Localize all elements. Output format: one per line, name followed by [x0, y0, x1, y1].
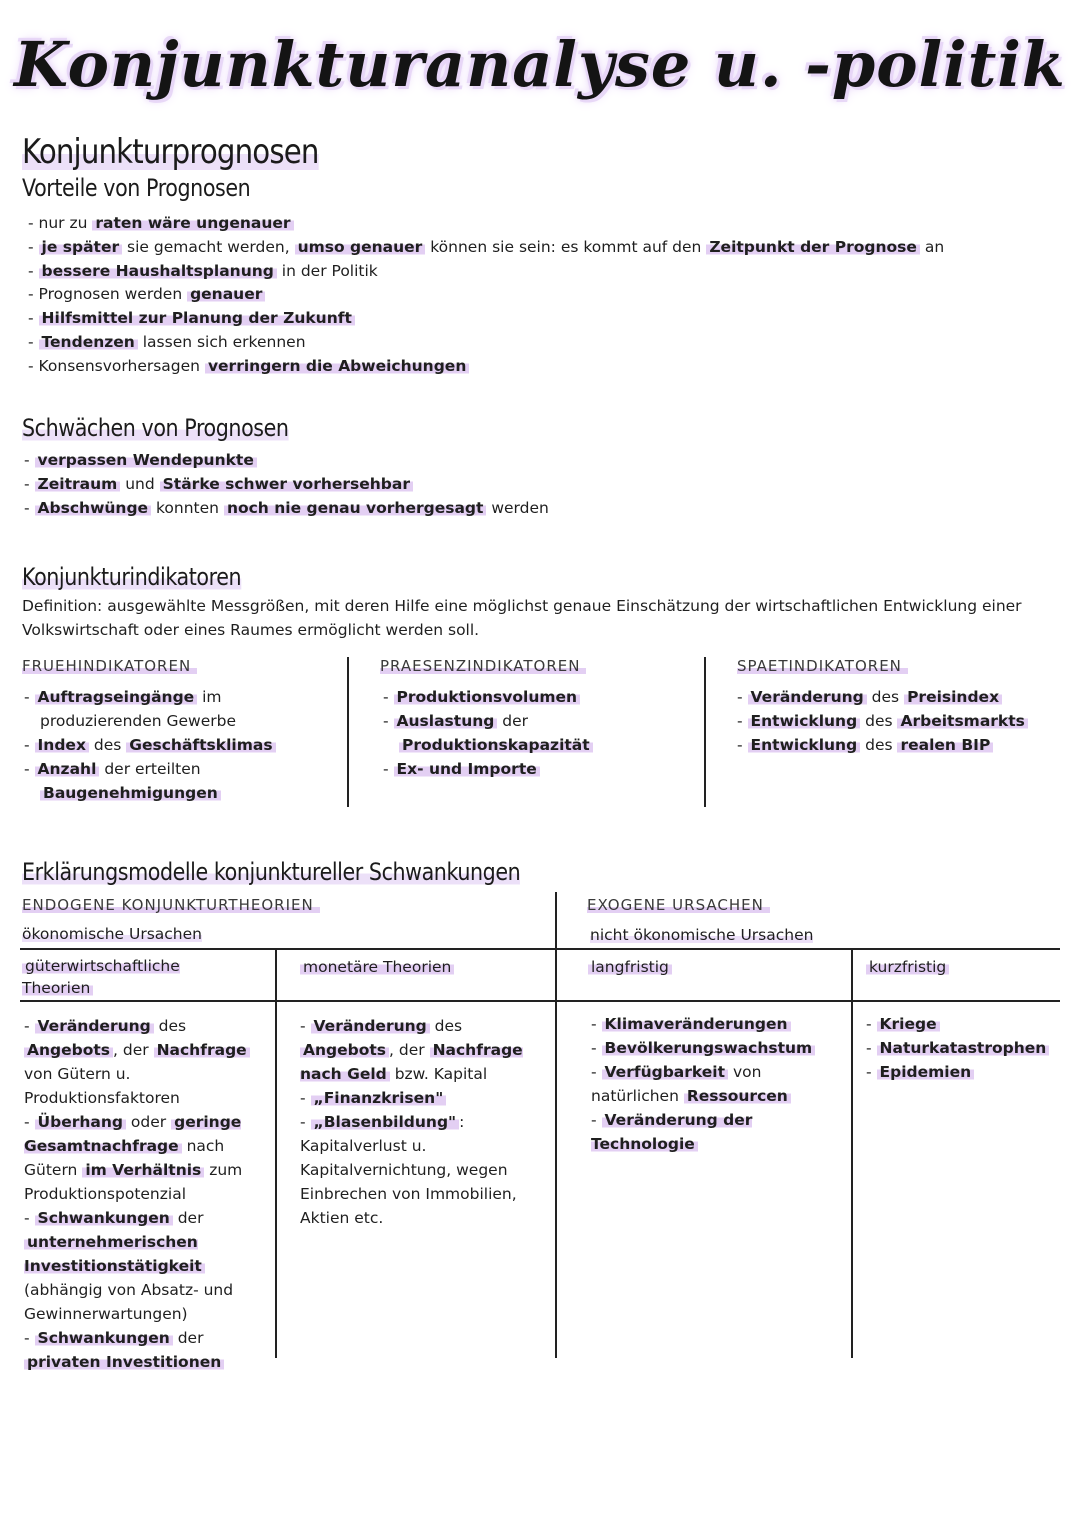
- highlighted-text: Epidemien: [877, 1063, 975, 1081]
- text: der: [172, 1209, 204, 1227]
- definition-text: Definition: ausgewählte Messgrößen, mit deren Hilfe eine möglichst genaue Einschätzung der wirtschaftlichen Entwicklung einer Volkswirtschaft oder eines Raumes ermöglicht werden soll.: [22, 597, 1022, 639]
- highlighted-text: genauer: [187, 285, 265, 303]
- list-item: [383, 685, 693, 709]
- list-item: [591, 1036, 846, 1060]
- highlighted-text: noch nie genau vorhergesagt: [224, 499, 486, 517]
- page-title: Konjunkturanalyse u. -politik: [14, 28, 1066, 101]
- col-head-monetaer: monetäre Theorien: [300, 955, 454, 979]
- list-item: [383, 709, 693, 757]
- list-item: [24, 757, 324, 805]
- langfristig-cell: [591, 1012, 846, 1156]
- text: der erteilten: [99, 760, 201, 778]
- list-item: [24, 733, 324, 757]
- highlighted-text: Klimaveränderungen: [602, 1015, 791, 1033]
- highlighted-text: realen BIP: [897, 736, 993, 754]
- list-item: [24, 685, 324, 733]
- section-heading-konjunkturindikatoren: Konjunkturindikatoren: [22, 563, 242, 591]
- spaetindikatoren-list: [737, 685, 1037, 757]
- list-item: [28, 283, 944, 307]
- text: zum Produktionspotenzial: [24, 1161, 243, 1203]
- highlighted-text: Anzahl: [35, 760, 100, 778]
- highlighted-text: raten wäre ungenauer: [92, 214, 293, 232]
- highlighted-text: Veränderung der Technologie: [591, 1111, 753, 1153]
- text: oder: [126, 1113, 172, 1131]
- highlighted-text: „Finanzkrisen": [311, 1089, 447, 1107]
- highlighted-text: Auftragseingänge: [35, 688, 198, 706]
- col-head-gueterwirtschaftlich: güterwirtschaftliche Theorien: [22, 957, 180, 997]
- text: werden: [486, 498, 549, 517]
- schwaechen-heading: Schwächen von Prognosen: [22, 414, 289, 442]
- text: nur zu: [38, 214, 93, 232]
- text: an: [919, 237, 945, 256]
- text: des: [866, 688, 905, 706]
- col-head-langfristig: langfristig: [588, 955, 672, 979]
- highlighted-text: Kriege: [877, 1015, 940, 1033]
- text: der: [172, 1329, 204, 1347]
- list-item: [737, 733, 1037, 757]
- list-item: [24, 1110, 264, 1206]
- highlighted-text: Verfügbarkeit: [602, 1063, 729, 1081]
- list-item: [591, 1060, 846, 1108]
- column-divider: [347, 657, 349, 807]
- list-item: [28, 331, 944, 355]
- highlighted-text: Index: [35, 736, 89, 754]
- highlighted-text: Nachfrage nach Geld: [300, 1041, 523, 1083]
- highlighted-text: Ressourcen: [684, 1087, 791, 1105]
- table-rule: [20, 1000, 1060, 1002]
- list-item: [24, 1206, 264, 1326]
- highlighted-text: Schwankungen: [35, 1209, 173, 1227]
- list-item: [28, 212, 944, 236]
- list-item: [737, 709, 1037, 733]
- list-item: [28, 260, 944, 284]
- gueterwirtschaftlich-cell: [24, 1014, 264, 1374]
- highlighted-text: geringe Gesamtnachfrage: [24, 1113, 242, 1155]
- highlighted-text: Preisindex: [904, 688, 1002, 706]
- highlighted-text: Veränderung: [311, 1017, 430, 1035]
- list-item: [28, 236, 944, 260]
- fruehindikatoren-list: [24, 685, 324, 805]
- text: , der: [389, 1041, 430, 1059]
- vorteile-list: [28, 212, 944, 379]
- text: bzw. Kapital: [389, 1065, 488, 1083]
- schwaechen-list: [24, 449, 549, 520]
- list-item: [300, 1110, 545, 1230]
- text: in der Politik: [276, 261, 378, 280]
- section-heading-konjunkturprognosen: Konjunkturprognosen: [22, 132, 319, 172]
- text: der: [497, 712, 529, 730]
- highlighted-text: je später: [39, 238, 123, 256]
- text: und: [120, 474, 160, 493]
- text: des: [860, 736, 898, 754]
- text: nach Gütern: [24, 1137, 225, 1179]
- text: , der: [113, 1041, 154, 1059]
- spaetindikatoren-label: SPAETINDIKATOREN: [737, 657, 908, 675]
- highlighted-text: Überhang: [35, 1113, 126, 1131]
- table-divider: [275, 948, 277, 1358]
- highlighted-text: Abschwünge: [35, 499, 152, 517]
- table-divider: [555, 892, 557, 1358]
- highlighted-text: unternehmerischen Investitionstätigkeit: [24, 1233, 205, 1275]
- text: (abhängig von Absatz- und Gewinnerwartungen): [24, 1281, 234, 1323]
- highlighted-text: Tendenzen: [39, 333, 138, 351]
- highlighted-text: „Blasenbildung": [311, 1113, 460, 1131]
- endogen-label: ENDOGENE KONJUNKTURTHEORIEN: [22, 896, 320, 914]
- praesenzindikatoren-label: PRAESENZINDIKATOREN: [380, 657, 586, 675]
- highlighted-text: Ex- und Importe: [394, 760, 540, 778]
- highlighted-text: verpassen Wendepunkte: [35, 451, 257, 469]
- text: sie gemacht werden,: [122, 237, 295, 256]
- text: von Gütern u. Produktionsfaktoren: [24, 1065, 180, 1107]
- list-item: [24, 449, 549, 473]
- text: des: [88, 736, 127, 754]
- praesenzindikatoren-list: [383, 685, 693, 781]
- highlighted-text: Hilfsmittel zur Planung der Zukunft: [39, 309, 355, 327]
- text: des: [860, 712, 898, 730]
- list-item: [300, 1086, 545, 1110]
- list-item: [28, 307, 944, 331]
- text: im produzierenden Gewerbe: [40, 688, 237, 730]
- list-item: [24, 497, 549, 521]
- highlighted-text: bessere Haushaltsplanung: [39, 262, 277, 280]
- highlighted-text: verringern die Abweichungen: [205, 357, 469, 375]
- text: Prognosen werden: [38, 285, 188, 304]
- list-item: [24, 1014, 264, 1110]
- list-item: [866, 1036, 1056, 1060]
- highlighted-text: Stärke schwer vorhersehbar: [160, 475, 413, 493]
- highlighted-text: Schwankungen: [35, 1329, 173, 1347]
- highlighted-text: Angebots: [300, 1041, 389, 1059]
- vorteile-heading: Vorteile von Prognosen: [22, 174, 251, 202]
- highlighted-text: Veränderung: [748, 688, 867, 706]
- highlighted-text: Auslastung: [394, 712, 498, 730]
- table-rule: [20, 948, 1060, 950]
- highlighted-text: privaten Investitionen: [24, 1353, 224, 1371]
- highlighted-text: Entwicklung: [748, 736, 861, 754]
- highlighted-text: Zeitraum: [35, 475, 121, 493]
- text: : Kapitalverlust u. Kapitalvernichtung, wegen Einbrechen von Immobilien, Aktien etc.: [300, 1113, 517, 1227]
- text: lassen sich erkennen: [137, 332, 306, 351]
- column-divider: [704, 657, 706, 807]
- highlighted-text: Veränderung: [35, 1017, 154, 1035]
- monetaer-cell: [300, 1014, 545, 1230]
- highlighted-text: Baugenehmigungen: [40, 784, 221, 802]
- text: können sie sein: es kommt auf den: [425, 237, 707, 256]
- kurzfristig-cell: [866, 1012, 1056, 1084]
- list-item: [591, 1108, 846, 1156]
- table-divider: [851, 948, 853, 1358]
- col-head-kurzfristig: kurzfristig: [866, 955, 949, 979]
- exogen-label: EXOGENE URSACHEN: [587, 896, 770, 914]
- list-item: [866, 1012, 1056, 1036]
- list-item: [28, 355, 944, 379]
- text: konnten: [151, 498, 224, 517]
- highlighted-text: Arbeitsmarkts: [897, 712, 1027, 730]
- list-item: [866, 1060, 1056, 1084]
- text: von natürlichen: [591, 1063, 762, 1105]
- highlighted-text: Produktionskapazität: [399, 736, 593, 754]
- highlighted-text: Zeitpunkt der Prognose: [706, 238, 920, 256]
- exogen-sub: nicht ökonomische Ursachen: [590, 926, 814, 944]
- list-item: [383, 757, 693, 781]
- highlighted-text: Nachfrage: [154, 1041, 250, 1059]
- list-item: [591, 1012, 846, 1036]
- highlighted-text: Produktionsvolumen: [394, 688, 581, 706]
- section-heading-erklaerungsmodelle: Erklärungsmodelle konjunktureller Schwankungen: [22, 858, 521, 886]
- highlighted-text: im Verhältnis: [82, 1161, 204, 1179]
- list-item: [737, 685, 1037, 709]
- list-item: [24, 473, 549, 497]
- text: des: [153, 1017, 187, 1035]
- list-item: [300, 1014, 545, 1086]
- highlighted-text: Geschäftsklimas: [126, 736, 275, 754]
- text: Konsensvorhersagen: [38, 356, 205, 375]
- fruehindikatoren-label: FRUEHINDIKATOREN: [22, 657, 197, 675]
- highlighted-text: Angebots: [24, 1041, 113, 1059]
- list-item: [24, 1326, 264, 1374]
- highlighted-text: Entwicklung: [748, 712, 861, 730]
- highlighted-text: umso genauer: [295, 238, 426, 256]
- highlighted-text: Bevölkerungswachstum: [602, 1039, 816, 1057]
- endogen-sub: ökonomische Ursachen: [22, 925, 202, 943]
- highlighted-text: Naturkatastrophen: [877, 1039, 1050, 1057]
- text: des: [429, 1017, 463, 1035]
